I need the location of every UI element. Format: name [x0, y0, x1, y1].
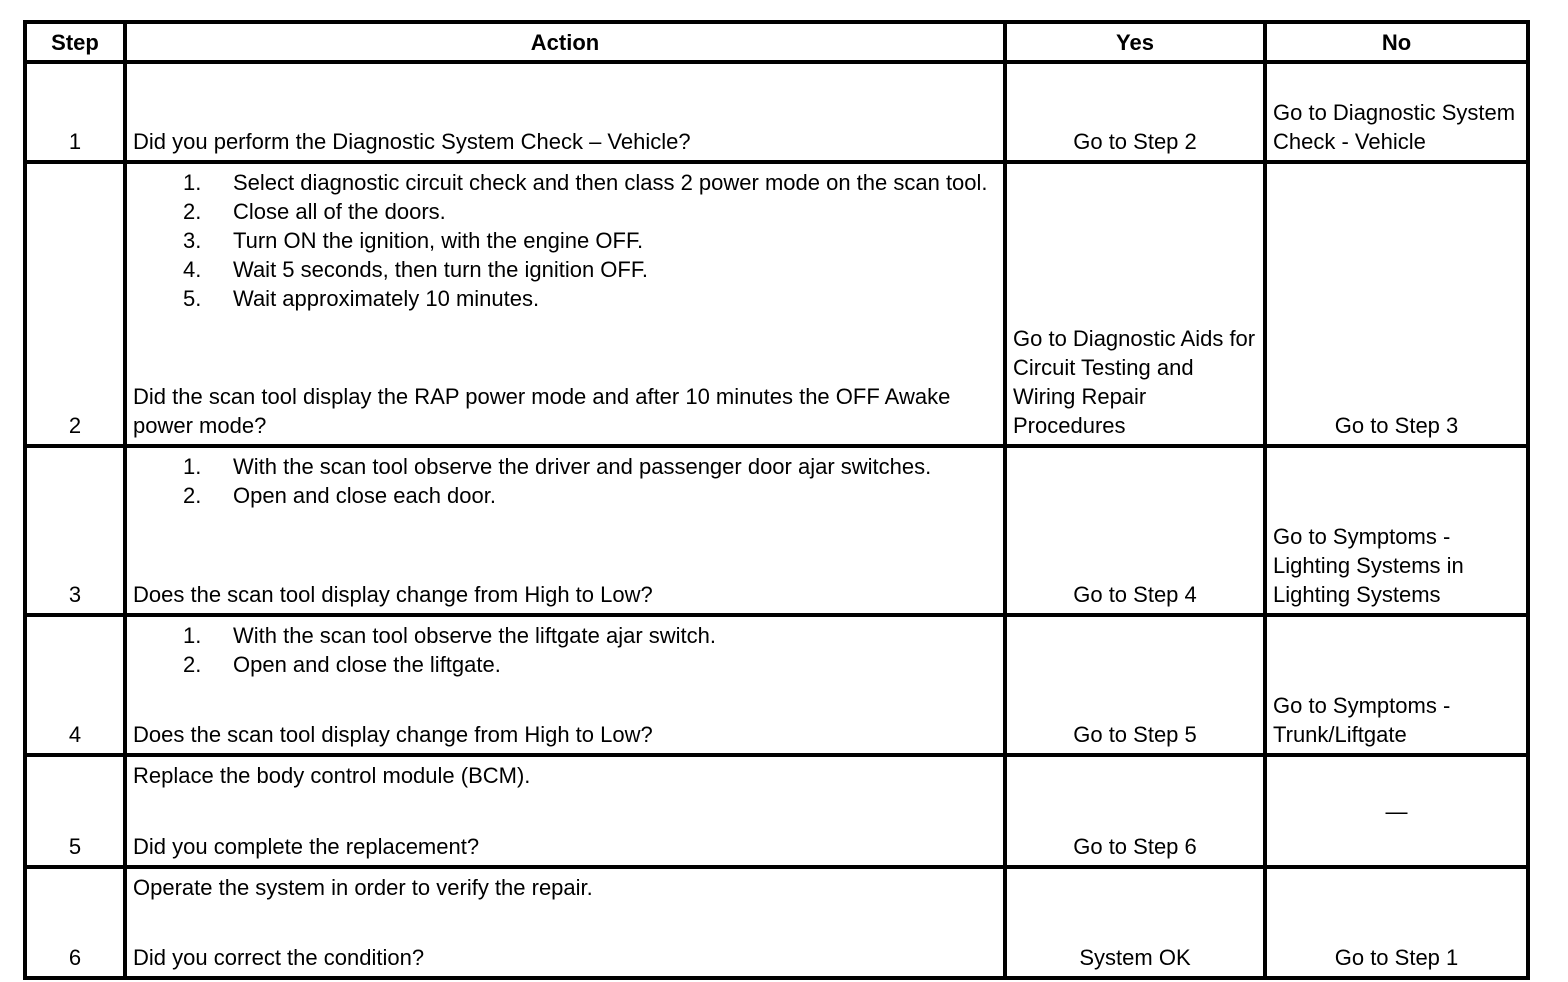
list-item: 3. Turn ON the ignition, with the engine OFF. [183, 228, 644, 253]
no-cell: Go to Diagnostic System Check - Vehicle [1265, 62, 1528, 162]
table-row-step-1 [25, 62, 1528, 162]
action-steps-list [133, 621, 997, 679]
yes-cell: System OK [1005, 867, 1265, 978]
list-item: 2. Close all of the doors. [183, 199, 446, 224]
no-cell: — [1265, 755, 1528, 867]
list-item: 1. With the scan tool observe the liftgate ajar switch. [183, 623, 717, 648]
no-cell: Go to Symptoms - Trunk/Liftgate [1265, 615, 1528, 755]
step-number: 6 [25, 867, 125, 978]
yes-cell: Go to Step 6 [1005, 755, 1265, 867]
action-intro: Operate the system in order to verify the repair. [133, 875, 593, 900]
step-number: 1 [25, 62, 125, 162]
header-no: No [1265, 22, 1528, 62]
step-number: 5 [25, 755, 125, 867]
list-item: 2. Open and close the liftgate. [183, 652, 501, 677]
action-intro: Replace the body control module (BCM). [133, 763, 531, 788]
header-yes: Yes [1005, 22, 1265, 62]
action-cell [125, 62, 1005, 162]
action-question: Did you correct the condition? [133, 945, 425, 970]
table-row-step-4 [25, 615, 1528, 755]
step-number: 4 [25, 615, 125, 755]
action-question: Did you complete the replacement? [133, 834, 480, 859]
list-item: 4. Wait 5 seconds, then turn the ignition OFF. [183, 257, 648, 282]
header-step: Step [25, 22, 125, 62]
no-cell: Go to Symptoms - Lighting Systems in Lighting Systems [1265, 446, 1528, 615]
list-item: 1. Select diagnostic circuit check and then class 2 power mode on the scan tool. [183, 170, 988, 195]
step-number: 3 [25, 446, 125, 615]
list-item: 1. With the scan tool observe the driver and passenger door ajar switches. [183, 454, 932, 479]
action-question: Does the scan tool display change from High to Low? [133, 582, 653, 607]
no-cell: Go to Step 1 [1265, 867, 1528, 978]
action-question: Does the scan tool display change from High to Low? [133, 722, 653, 747]
list-item: 5. Wait approximately 10 minutes. [183, 286, 540, 311]
yes-cell: Go to Diagnostic Aids for Circuit Testing and Wiring Repair Procedures [1005, 162, 1265, 446]
step-number: 2 [25, 162, 125, 446]
list-item: 2. Open and close each door. [183, 483, 496, 508]
no-cell: Go to Step 3 [1265, 162, 1528, 446]
header-action: Action [125, 22, 1005, 62]
action-cell [125, 867, 1005, 978]
table-row-step-2 [25, 162, 1528, 446]
action-cell [125, 615, 1005, 755]
table-row-step-3 [25, 446, 1528, 615]
table-row-step-5 [25, 755, 1528, 867]
yes-cell: Go to Step 4 [1005, 446, 1265, 615]
yes-cell: Go to Step 2 [1005, 62, 1265, 162]
yes-cell: Go to Step 5 [1005, 615, 1265, 755]
table-row-step-6 [25, 867, 1528, 978]
action-cell [125, 446, 1005, 615]
action-steps-list [133, 452, 997, 510]
action-cell [125, 162, 1005, 446]
action-steps-list [133, 168, 997, 313]
action-cell [125, 755, 1005, 867]
header-row [25, 22, 1528, 62]
diagnostic-table [23, 20, 1530, 980]
action-question: Did the scan tool display the RAP power mode and after 10 minutes the OFF Awake power mode? [133, 384, 951, 438]
action-intro: Did you perform the Diagnostic System Check – Vehicle? [133, 129, 691, 154]
